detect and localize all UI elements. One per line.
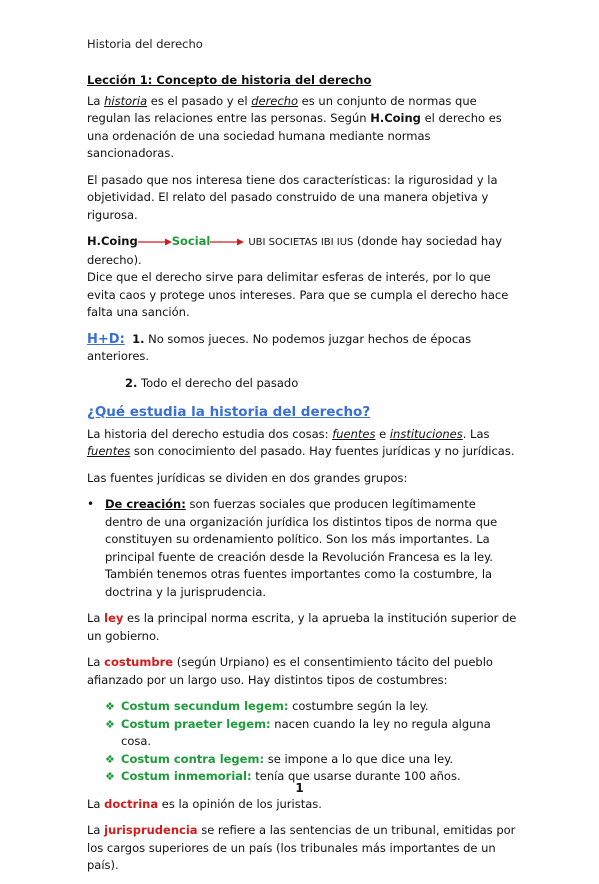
term-creacion: De creación: [105,497,186,511]
paragraph-jurisprudencia: La jurisprudencia se refiere a las sentencias de un tribunal, emitidas por los cargos superiores de un país (los tribunales más importantes de un país). [87,823,516,872]
term-historia: historia [104,93,148,108]
hd-label: H+D: [87,331,125,347]
running-header: Historia del derecho [87,37,203,51]
term-costumbre: costumbre [104,655,174,669]
paragraph-grupos: Las fuentes jurídicas se dividen en dos grandes grupos: [87,470,408,485]
list-item: ❖ Costum inmemorial: tenía que usarse durante 100 años. [105,768,517,786]
paragraph-pasado: El pasado que nos interesa tiene dos características: la rigurosidad y la objetividad. El relato del pasado construido de una manera objetiva y rigurosa. [87,172,498,222]
social-label: Social [171,234,211,248]
coing-label: H.Coing [87,234,138,248]
term-jurisprudencia: jurisprudencia [104,823,198,837]
list-item: ❖ Costum praeter legem: nacen cuando la ley no regula alguna cosa. [105,716,491,748]
coing-explanation: Dice que el derecho sirve para delimitar esferas de interés, por lo que evita caos y protege unos intereses. Para que se cumpla el derecho hace falta una sanción. [87,270,509,319]
costum-list [105,698,517,786]
term-doctrina: doctrina [104,796,159,811]
diamond-bullet-icon: ❖ [105,770,115,783]
author-coing: H.Coing [370,111,421,125]
diamond-bullet-icon: ❖ [105,717,115,731]
page-body [87,72,517,884]
section-title: ¿Qué estudia la historia del derecho? [87,404,371,420]
arrow-right-icon [138,237,172,247]
hd-item-1: H+D: 1. No somos jueces. No podemos juzgar hechos de épocas anteriores. [87,331,472,363]
paragraph-coing: H.Coing Social UBI SOCIETAS IBI IUS (donde hay sociedad hay derecho). Dice que el derecho sirve para delimitar esferas de interés, por lo que evita caos y protege unos intereses. Para que se cumpla el derecho hace falta una sanción. [87,234,509,319]
bullet-icon: • [87,497,95,511]
term-ley: ley [104,611,124,625]
arrow-right-icon [210,237,244,247]
paragraph-doctrina: La doctrina es la opinión de los juristas. [87,796,322,811]
term-instituciones: instituciones [389,426,463,441]
list-item: ❖ Costum secundum legem: costumbre según la ley. [105,698,517,716]
diamond-bullet-icon: ❖ [105,752,115,766]
term-fuentes: fuentes [332,426,376,441]
list-item: • De creación: son fuerzas sociales que producen legítimamente dentro de una organización jurídica los distintos tipos de norma que constituyen su ordenamiento político. Son los más importantes. La principal fuente de creación desde la Revolución Francesa es la ley. También tenemos otras fuentes importantes como la costumbre, la doctrina y la jurisprudencia. [87,496,517,601]
paragraph-ley: La ley es la principal norma escrita, y la aprueba la institución superior de un gobierno. [87,611,517,643]
ubi-societas: UBI SOCIETAS IBI IUS [248,237,354,248]
list-item: ❖ Costum contra legem: se impone a lo que dice una ley. [105,751,517,769]
paragraph-estudia: La historia del derecho estudia dos cosas: fuentes e instituciones. Las fuentes son conocimiento del pasado. Hay fuentes jurídicas y no jurídicas. [87,426,515,458]
diamond-bullet-icon: ❖ [105,700,115,713]
page-number: 1 [295,781,304,795]
lesson-title: Lección 1: Concepto de historia del derecho [87,73,372,87]
paragraph-costumbre: La costumbre (según Urpiano) es el consentimiento tácito del pueblo afianzado por un largo uso. Hay distintos tipos de costumbres: [87,655,493,687]
paragraph-definition: La historia es el pasado y el derecho es un conjunto de normas que regulan las relaciones entre las personas. Según H.Coing el derecho es una ordenación de una sociedad humana mediante normas sancionadoras. [87,93,502,160]
hd-item-2: 2. Todo el derecho del pasado [125,375,299,390]
term-derecho: derecho [251,93,299,108]
term-fuentes: fuentes [87,444,131,458]
